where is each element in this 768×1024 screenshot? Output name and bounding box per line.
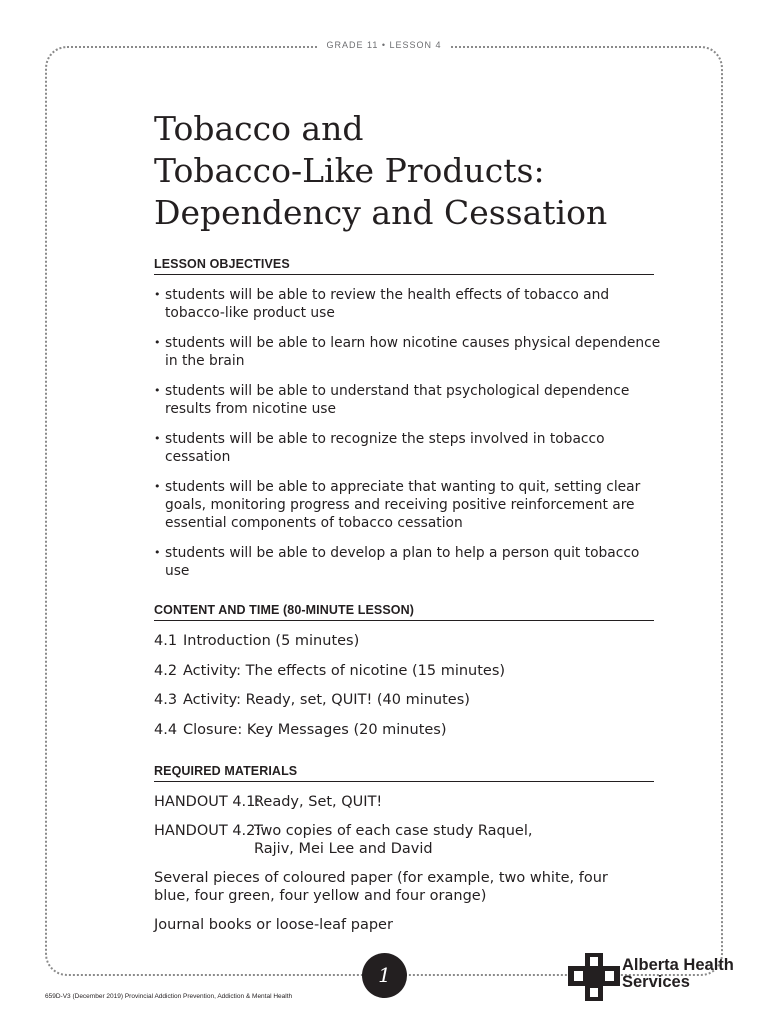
objectives-list	[154, 286, 664, 592]
objectives-heading: LESSON OBJECTIVES	[154, 257, 654, 275]
list-item: • students will be able to review the health effects of tobacco and tobacco-like product use	[154, 286, 664, 322]
list-item: 4.4 Closure: Key Messages (20 minutes)	[154, 721, 447, 738]
list-item	[154, 793, 654, 811]
list-item: • students will be able to understand that psychological dependence results from nicotine use	[154, 382, 664, 418]
list-item: 4.1 Introduction (5 minutes)	[154, 633, 360, 649]
grade-lesson-label: GRADE 11 • LESSON 4	[0, 40, 768, 50]
alberta-health-services-logo	[568, 953, 733, 1003]
content-time-heading: CONTENT AND TIME (80-MINUTE LESSON)	[154, 603, 654, 621]
handout-text: Two copies of each case study Raquel, Rajiv, Mei Lee and David	[254, 823, 533, 857]
list-item: • students will be able to learn how nicotine causes physical dependence in the brain	[154, 334, 664, 370]
title-line-1: Tobacco and	[154, 109, 364, 148]
page-title	[154, 108, 674, 234]
list-item: 4.3 Activity: Ready, set, QUIT! (40 minutes)	[154, 692, 470, 708]
list-item: Several pieces of coloured paper (for example, two white, four blue, four green, four yellow and four orange)	[154, 870, 608, 904]
handout-text: Ready, Set, QUIT!	[254, 794, 383, 810]
list-item: 4.2 Activity: The effects of nicotine (15 minutes)	[154, 662, 506, 679]
list-item: Journal books or loose-leaf paper	[154, 917, 393, 933]
page-number-badge: 1	[362, 953, 407, 998]
title-line-3: Dependency and Cessation	[154, 193, 608, 232]
content-list	[154, 632, 654, 750]
list-item: • students will be able to recognize the steps involved in tobacco cessation	[154, 430, 664, 466]
handout-label: HANDOUT 4.2:	[154, 823, 261, 839]
logo-text: Alberta Health Services	[622, 956, 734, 991]
list-item: • students will be able to appreciate that wanting to quit, setting clear goals, monitoring progress and receiving positive reinforcement are essential components of tobacco cessation	[154, 478, 664, 532]
materials-heading: REQUIRED MATERIALS	[154, 764, 654, 782]
footer-text: 659D-V3 (December 2019) Provincial Addiction Prevention, Addiction & Mental Health	[45, 993, 293, 1000]
ahs-logo-mark-icon	[568, 953, 620, 1001]
handout-label: HANDOUT 4.1:	[154, 794, 261, 810]
title-line-2: Tobacco-Like Products:	[154, 151, 545, 190]
materials-list	[154, 793, 654, 945]
list-item: • students will be able to develop a plan to help a person quit tobacco use	[154, 544, 664, 580]
list-item	[154, 822, 654, 858]
